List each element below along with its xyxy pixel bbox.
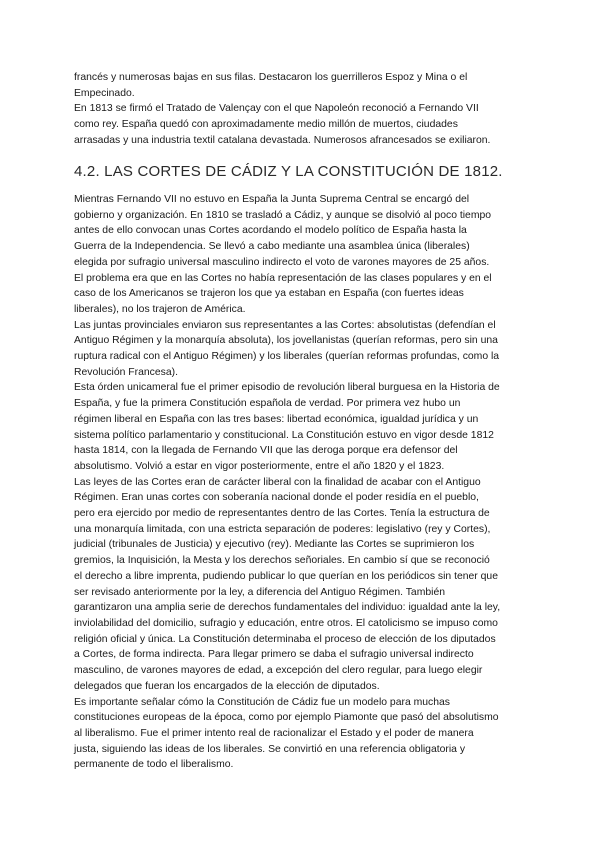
text-line: absolutismo. Volvió a estar en vigor posteriormente, entre el año 1820 y el 1823. [74,460,445,472]
text-line: judicial (tribunales de Justicia) y ejecutivo (rey). Mediante las Cortes se suprimieron los [74,539,475,551]
text-line: permanente de todo el liberalismo. [74,759,234,771]
text-line: constituciones europeas de la época, como por ejemplo Piamonte que pasó del absolutismo [74,712,499,724]
text-line: garantizaron una amplia serie de derechos fundamentales del individuo: igualdad ante la ley, [74,602,501,614]
text-line: delegados que fueran los encargados de la elección de diputados. [74,680,380,692]
text-line: En 1813 se firmó el Tratado de Valençay con el que Napoleón reconoció a Fernando VII [74,103,479,115]
text-line: Empecinado. [74,87,135,99]
text-line: Las leyes de las Cortes eran de carácter liberal con la finalidad de acabar con el Antiguo [74,476,481,488]
text-line: Revolución Francesa). [74,366,178,378]
text-line: religión oficial y única. La Constitución determinaba el proceso de elección de los diputados [74,633,496,645]
text-line: pero era ejercido por medio de representantes dentro de las Cortes. Tenía la estructura de [74,508,490,520]
text-line: el derecho a libre imprenta, pudiendo publicar lo que querían en los periódicos sin tener que [74,570,498,582]
text-line: España, y fue la primera Constitución española de verdad. Por primera vez hubo un [74,398,461,410]
text-line: caso de los Americanos se trajeron los que ya estaban en España (con fuertes ideas [74,288,464,300]
section-heading: 4.2. LAS CORTES DE CÁDIZ Y LA CONSTITUCIÓN DE 1812. [74,163,503,180]
text-line: francés y numerosas bajas en sus filas. Destacaron los guerrilleros Espoz y Mina o el [74,72,468,83]
text-line: Mientras Fernando VII no estuvo en España la Junta Suprema Central se encargó del [74,194,470,205]
text-line: ruptura radical con el Antiguo Régimen) y los liberales (querían reformas profundas, como la [74,351,500,363]
text-line: Las juntas provinciales enviaron sus representantes a las Cortes: absolutistas (defendían el [74,319,496,331]
text-line: Esta órden unicameral fue el primer episodio de revolución liberal burguesa en la Historia de [74,382,500,394]
text-line: una monarquía limitada, con una estricta separación de poderes: legislativo (rey y Cortes), [74,523,491,535]
text-line: al liberalismo. Fue el primer intento real de racionalizar el Estado y el poder de manera [74,727,474,739]
text-line: Es importante señalar cómo la Constitución de Cádiz fue un modelo para muchas [74,696,450,708]
text-line: Antiguo Régimen y la monarquía absoluta), los jovellanistas (querían reformas, pero sin una [74,335,498,347]
intro-text-block [74,70,544,149]
text-line: El problema era que en las Cortes no había representación de las clases populares y en el [74,272,492,284]
text-line: ser revisado anteriormente por la ley, a diferencia del Antiguo Régimen. También [74,586,445,598]
text-line: a Cortes, de forma indirecta. Para llegar primero se daba el sufragio universal indirecto [74,649,474,661]
text-line: Guerra de la Independencia. Se llevó a cabo mediante una asamblea única (liberales) [74,241,470,253]
text-line: elegida por sufragio universal masculino indirecto el voto de varones mayores de 25 años. [74,256,490,268]
section-body [74,192,544,773]
text-line: inviolabilidad del domicilio, sufragio y educación, entre otros. El catolicismo se impuso como [74,617,498,629]
text-line: arrasadas y una industria textil catalana devastada. Numerosos afrancesados se exiliaron. [74,134,491,146]
text-line: masculino, de varones mayores de edad, a excepción del clero regular, para luego elegir [74,665,483,677]
text-line: Régimen. Eran unas cortes con soberanía nacional donde el poder residía en el pueblo, [74,492,479,504]
text-line: régimen liberal en España con las tres bases: libertad económica, igualdad jurídica y un [74,413,479,425]
text-line: hasta 1814, con la llegada de Fernando VII que las deroga porque era defensor del [74,445,458,457]
text-line: gremios, la Inquisición, la Mesta y los derechos señoriales. En cambio sí que se reconoció [74,555,490,567]
text-line: antes de ello convocan unas Cortes acordando el modelo político de España hasta la [74,225,467,237]
text-line: justa, siguiendo las ideas de los liberales. Se convirtió en una referencia obligatoria y [74,743,466,755]
text-line: liberales), no los trajeron de América. [74,303,246,315]
text-line: sistema político parlamentario y constitucional. La Constitución estuvo en vigor desde 1812 [74,429,494,441]
text-line: como rey. España quedó con aproximadamente medio millón de muertos, ciudades [74,119,458,131]
text-line: gobierno y organización. En 1810 se trasladó a Cádiz, y aunque se disolvió al poco tiempo [74,209,492,221]
